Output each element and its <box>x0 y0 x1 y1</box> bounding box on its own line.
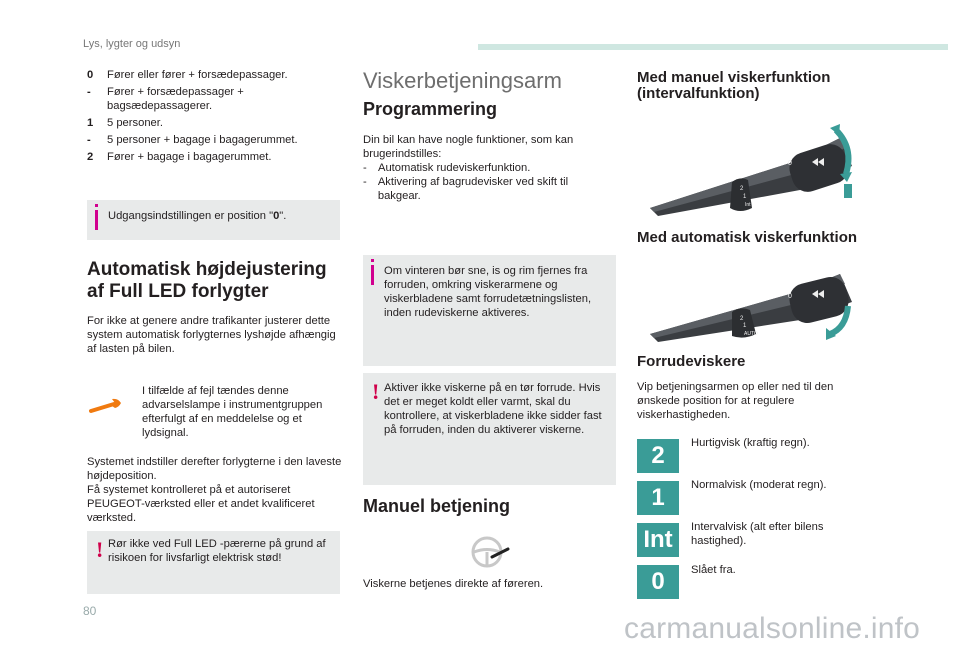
speed-text: Hurtigvisk (kraftig regn). <box>691 437 810 449</box>
stalk-label: 0 <box>788 160 792 167</box>
stalk-label: 0 <box>788 293 792 300</box>
wrench-icon <box>88 395 128 417</box>
fault-text: I tilfælde af fejl tændes denne advarselslampe i instrumentgruppen efterfulgt af en meddelelse og et lydsignal. <box>142 385 323 439</box>
speed-badge: 0 <box>637 565 679 599</box>
auto-wiper-heading: Med automatisk viskerfunktion <box>637 229 858 246</box>
position-item: 0 Fører eller fører + forsædepassager. <box>87 69 288 81</box>
programming-heading: Programmering <box>363 99 498 119</box>
programming-intro: Din bil kan have nogle funktioner, som kan brugerindstilles: - Automatisk rudeviskerfunktion. - Aktivering af bagrudevisker ved skift til bakgear. <box>363 133 608 203</box>
section-header: Lys, lygter og udsyn <box>83 38 181 50</box>
manual-heading: Manuel betjening <box>363 496 511 516</box>
position-item: - Fører + forsædepassager + bagsædepassagerer. <box>87 86 244 112</box>
stalk-label: 2 <box>740 186 744 192</box>
system-paragraph: Systemet indstiller derefter forlygterne i den laveste højdeposition. Få systemet kontrolleret på et autoriseret PEUGEOT-værksted eller et andet kvalificeret værksted. <box>87 456 342 524</box>
warning-icon: ! <box>372 379 380 404</box>
manual-text: Viskerne betjenes direkte af føreren. <box>363 578 544 590</box>
wipers-heading: Forrudeviskere <box>637 353 746 370</box>
steering-wheel-icon <box>470 535 510 569</box>
winter-note-box: Om vinteren bør sne, is og rim fjernes fra forruden, omkring viskerarmene og viskerbladene samt forrudetætningslisten, inden rudeviskerne aktiveres. <box>363 255 616 366</box>
speed-text: Intervalvisk (alt efter bilens hastighed). <box>691 521 824 547</box>
wiper-stalk-manual-image <box>640 118 870 218</box>
auto-leveling-heading: Automatisk højdejustering af Full LED forlygter <box>87 259 327 302</box>
led-warning-box: ! Rør ikke ved Full LED -pærerne på grund af risikoen for livsfarligt elektrisk stød! <box>87 531 340 594</box>
auto-leveling-paragraph: For ikke at genere andre trafikanter justerer dette system automatisk forlygternes lyshøjde afhængig af lasten på bilen. <box>87 315 336 355</box>
info-icon <box>95 210 98 230</box>
position-item: 1 5 personer. <box>87 117 163 129</box>
stalk-label: 1 <box>743 194 747 200</box>
watermark: carmanualsonline.info <box>624 612 921 645</box>
speed-badge: 1 <box>637 481 679 515</box>
stalk-label: AUTO <box>744 331 758 337</box>
list-item: - Aktivering af bagrudevisker ved skift til bakgear. <box>363 176 569 202</box>
manual-wiper-heading: Med manuel viskerfunktion (intervalfunktion) <box>637 69 831 102</box>
list-item: - Automatisk rudeviskerfunktion. <box>363 162 531 174</box>
section-title: Viskerbetjeningsarm <box>363 68 562 93</box>
speed-text: Normalvisk (moderat regn). <box>691 479 827 491</box>
page-number: 80 <box>83 604 97 618</box>
position-item: 2 Fører + bagage i bagagerummet. <box>87 151 272 163</box>
default-position-note: Udgangsindstillingen er position "0". <box>87 200 340 240</box>
wiper-stalk-auto-image <box>640 262 870 344</box>
stalk-label: Int <box>745 202 751 208</box>
speed-badge: Int <box>637 523 679 557</box>
position-item: - 5 personer + bagage i bagagerummet. <box>87 134 298 146</box>
info-icon <box>371 265 374 285</box>
speed-badge: 2 <box>637 439 679 473</box>
stalk-label: 2 <box>740 316 744 322</box>
warning-icon: ! <box>96 537 104 562</box>
position-list <box>87 68 337 164</box>
dry-warning-box: ! Aktiver ikke viskerne på en tør forrude. Hvis det er meget koldt eller varmt, skal du kontrollere, at viskerbladene ikke sidder fast på forruden, inden du aktiverer viskerne. <box>363 373 616 485</box>
stalk-label: 1 <box>743 323 747 329</box>
speed-text: Slået fra. <box>691 564 736 576</box>
header-bar <box>478 44 948 50</box>
wipers-intro: Vip betjeningsarmen op eller ned til den ønskede position for at regulere viskerhastigheden. <box>637 381 834 421</box>
